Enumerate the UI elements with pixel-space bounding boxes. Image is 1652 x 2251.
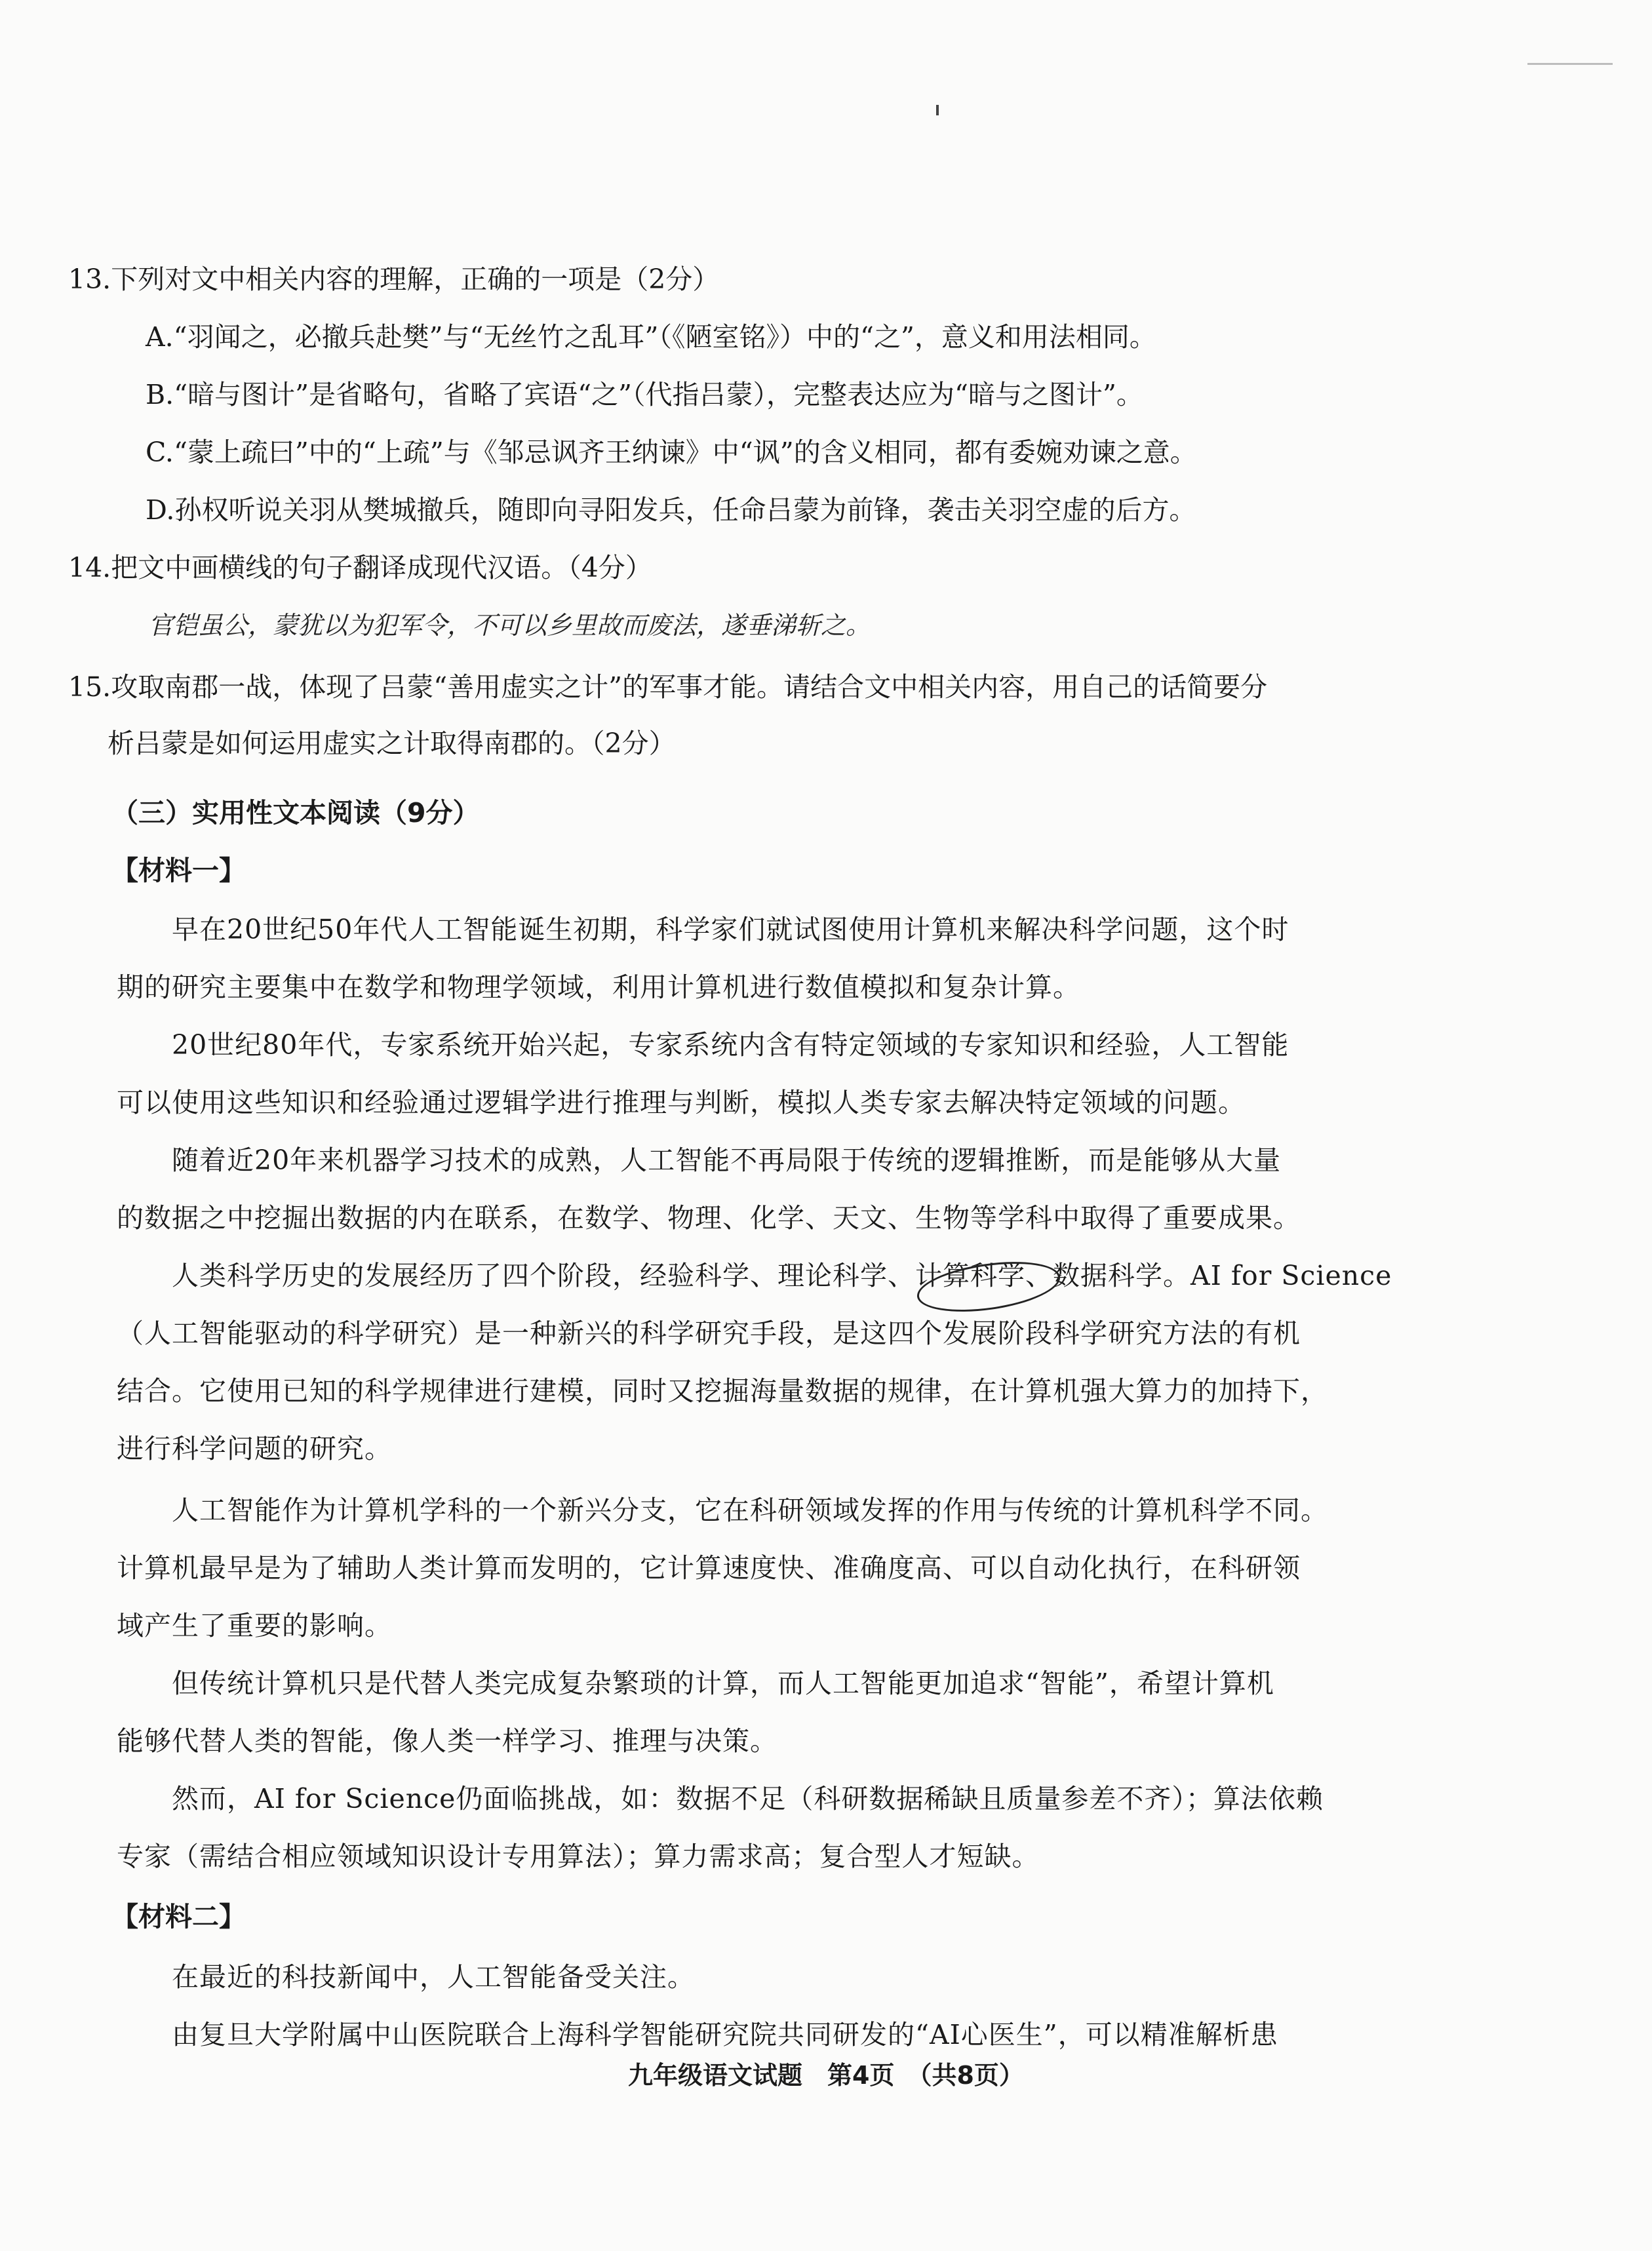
section-title: （三）实用性文本阅读（9分） [111, 797, 480, 829]
scan-artifact-line [1527, 63, 1613, 65]
material1-line: （人工智能驱动的科学研究）是一种新兴的科学研究手段，是这四个发展阶段科学研究方法的有机 [117, 1318, 1301, 1349]
material1-line: 可以使用这些知识和经验通过逻辑学进行推理与判断，模拟人类专家去解决特定领域的问题。 [117, 1087, 1246, 1118]
scan-artifact-dot [936, 105, 939, 115]
q15-stem-line1: 15.攻取南郡一战，体现了吕蒙“善用虚实之计”的军事才能。请结合文中相关内容，用自己的话简要分 [68, 671, 1268, 703]
material1-line: 专家（需结合相应领域知识设计专用算法）；算力需求高；复合型人才短缺。 [117, 1841, 1040, 1872]
q13-option-d: D.孙权听说关羽从樊城撤兵，随即向寻阳发兵，任命吕蒙为前锋，袭击关羽空虚的后方。 [146, 494, 1196, 526]
material1-line: 的数据之中挖掘出数据的内在联系，在数学、物理、化学、天文、生物等学科中取得了重要成果。 [117, 1202, 1301, 1234]
material1-line: 但传统计算机只是代替人类完成复杂繁琐的计算，而人工智能更加追求“智能”，希望计算机 [172, 1668, 1274, 1699]
material1-line: 计算机最早是为了辅助人类计算而发明的，它计算速度快、准确度高、可以自动化执行，在科研领 [117, 1552, 1301, 1584]
q13-option-b: B.“暗与图计”是省略句，省略了宾语“之”（代指吕蒙），完整表达应为“暗与之图计”。 [146, 379, 1143, 410]
material1-line: 人类科学历史的发展经历了四个阶段，经验科学、理论科学、计算科学、数据科学。AI for Science [172, 1260, 1392, 1291]
q13-stem: 13.下列对文中相关内容的理解，正确的一项是（2分） [68, 264, 720, 295]
material1-line: 早在20世纪50年代人工智能诞生初期，科学家们就试图使用计算机来解决科学问题，这个时 [172, 914, 1289, 945]
q15-stem-line2: 析吕蒙是如何运用虚实之计取得南郡的。（2分） [108, 728, 676, 759]
material1-line: 期的研究主要集中在数学和物理学领域，利用计算机进行数值模拟和复杂计算。 [117, 971, 1080, 1003]
page-footer: 九年级语文试题 第4页 （共8页） [628, 2061, 1024, 2090]
material1-line: 然而，AI for Science仍面临挑战，如：数据不足（科研数据稀缺且质量参差不齐）；算法依赖 [172, 1783, 1324, 1814]
material1-line: 随着近20年来机器学习技术的成熟，人工智能不再局限于传统的逻辑推断，而是能够从大量 [172, 1145, 1282, 1176]
material1-line: 域产生了重要的影响。 [117, 1610, 392, 1641]
q14-stem: 14.把文中画横线的句子翻译成现代汉语。（4分） [68, 552, 652, 583]
material2-line: 在最近的科技新闻中，人工智能备受关注。 [172, 1961, 695, 1993]
material1-label: 【材料一】 [111, 855, 246, 886]
material1-line: 能够代替人类的智能，像人类一样学习、推理与决策。 [117, 1725, 777, 1757]
q14-sentence: 官铠虽公，蒙犹以为犯军令，不可以乡里故而废法，遂垂涕斩之。 [148, 611, 871, 640]
material1-line: 进行科学问题的研究。 [117, 1433, 392, 1464]
q13-option-c: C.“蒙上疏曰”中的“上疏”与《邹忌讽齐王纳谏》中“讽”的含义相同，都有委婉劝谏之意。 [146, 437, 1197, 468]
q13-option-a: A.“羽闻之，必撤兵赴樊”与“无丝竹之乱耳”（《陋室铭》）中的“之”，意义和用法相同。 [146, 321, 1156, 353]
material1-line: 20世纪80年代，专家系统开始兴起，专家系统内含有特定领域的专家知识和经验，人工智能 [172, 1029, 1289, 1061]
material1-line: 结合。它使用已知的科学规律进行建模，同时又挖掘海量数据的规律，在计算机强大算力的加持下， [117, 1375, 1328, 1407]
material2-label: 【材料二】 [111, 1901, 246, 1932]
material2-line: 由复旦大学附属中山医院联合上海科学智能研究院共同研发的“AI心医生”，可以精准解析患 [172, 2019, 1278, 2050]
material1-line: 人工智能作为计算机学科的一个新兴分支，它在科研领域发挥的作用与传统的计算机科学不同。 [172, 1495, 1328, 1526]
